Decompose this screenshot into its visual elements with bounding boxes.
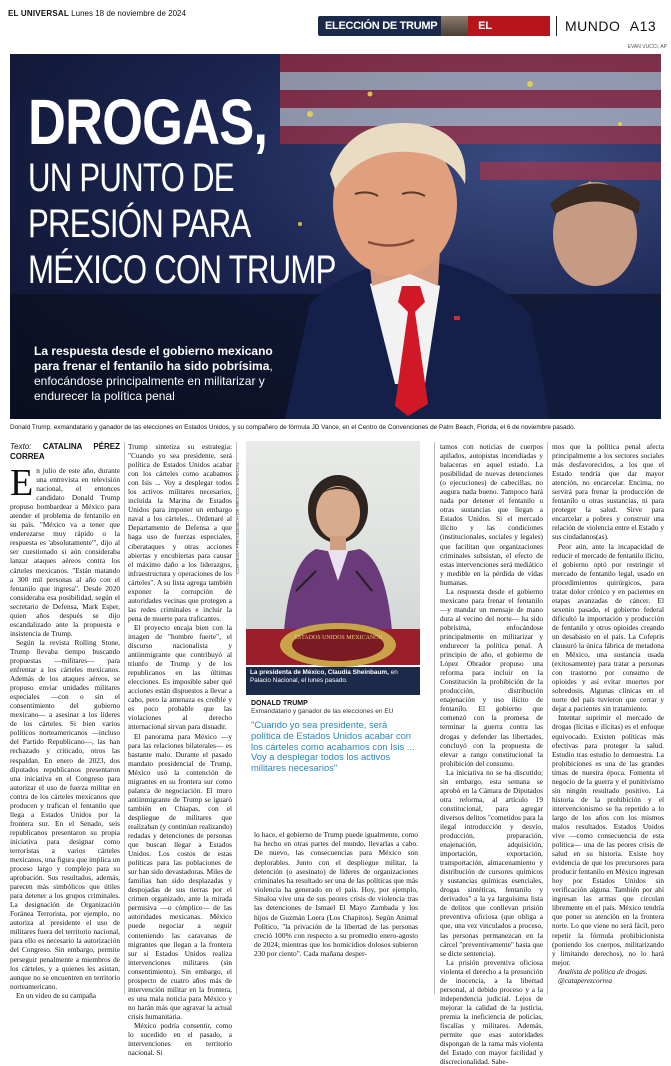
headline-line-4: MÉXICO CON TRUMP (28, 248, 336, 292)
quote-text: "Cuando yo sea presidente, será política de Estados Unidos acabar con los cárteles como acabamos con Isis ... Voy a desplegar todos los activos militares necesarios" (251, 719, 415, 774)
byline-label: Texto: (10, 442, 32, 451)
headline-line-1: DROGAS, (28, 86, 268, 158)
paragraph: La prisión preventiva oficiosa violenta el derecho a la presunción de inocencia, a la libertad personal, al debido proceso y a la independencia judicial. Lejos de mejorar la calidad de la justicia, premia la ineficiencia de policías, fiscalías y militares. Además, permite que esas autoridades dispongan de la rama más violenta del Estado con mayor facilidad y discrecionalidad. Sabe- (440, 957, 543, 1066)
column-rule (434, 442, 435, 994)
author-handle[interactable]: @cataperezcorrea (558, 975, 612, 985)
banner-part1: ELECCIÓN DE (325, 20, 397, 32)
paragraph: Intentar suprimir el mercado de drogas (lícitas e ilícitas) es el enfoque equivocado. Existen políticas más efectivas para proteger la salud. Estudio tras estudio lo demuestra. La prohibiciones es una de las grandes timas de nuestra época. Fomenta el negocio de la guerra y el punitivismo sin ningún resultado positivo. La historia de la prohibición y el intervencionismo se ha repetido a lo largo de los años con los mismos malos resultados. Estados Unidos vive —como consecuencia de esta política— una de las peores crisis de salud en su historia. Existe hoy evidencia de que los precursores para producir fentanilo en México ingresan hoy por Estados Unidos sin verificación alguna. También por ahí ingresan las armas que circulan libremente en el país. México tendría que poner su atención en la frontera norte. Lo que viene no será fácil, pero repetir la fórmula prohibicionista (poniendo los cuerpos, militarizando y limitando derechos), no lo hará mejor. (552, 713, 664, 967)
seal-text: ESTADOS UNIDOS MEXICANOS (294, 635, 382, 641)
paragraph: En un video de su campaña (16, 990, 97, 1000)
banner-portrait (441, 16, 468, 36)
headline-line-3: PRESIÓN PARA (28, 202, 251, 246)
byline-author: CATALINA PÉREZ CORREA (10, 442, 120, 461)
quote-speaker-role: Exmandatario y ganador de las elecciones en EU (251, 708, 394, 715)
section-label (556, 16, 668, 36)
paragraph: En julio de este año, durante una entrevista en televisión nacional, el entonces candidato Donald Trump propuso bombardear a México para atender el problema de fentanilo en su país. "México va a tener que enderezarse muy rápido o la respuesta es 'absolutamente'", dijo al ser cuestionado si aún consideraba lanzar ataques aéreos contra los cárteles mexicanos. "Están matando a 300 mil personas al año con el fentanilo que ingresa". Desde 2020 consideraba esa posibilidad, según el secretario de Defensa, Mark Esper, quien años después se dijo escandalizado ante la propuesta e insistencia de Trump. (10, 462, 120, 638)
paragraph: México podría consentir, como lo sucedido en el pasado, a intervenciones en territorio nacional. Si (128, 1021, 232, 1058)
byline (10, 442, 120, 462)
subheadline-rest: , enfocándose principalmente en militarizar y endurecer la política penal (34, 359, 273, 403)
banner-part2: TRUMP (399, 20, 438, 32)
author-signoff-title: Analista de política de drogas. (558, 966, 648, 976)
paragraph: La respuesta desde el gobierno mexicano para frenar el fentanilo —y mandar un mensaje de mano dura al vecino del norte— ha sido pobrísima, enfocándose principalmente en militarizar y endurecer la política penal. A principio de año, el gobierno de López Obrador propuso una reforma para incluir en la Constitución la prohibición de la producción, distribución enajenación y uso ilícito de fentanilo. El gobierno que comenzó con la promesa de terminar la guerra contra las drogas y defender las libertades, concluyó con la propuesta de elevar a rango constitucional la prohibición del consumo. (440, 586, 543, 768)
paragraph: La iniciativa no se ha discutido; sin embargo, esta semana se aprobó en la Cámara de Diputados otra reforma, al artículo 19 constitucional, para agregar diversos delitos "cometidos para la ilegal introducción y desvío, producción, preparación, enajenación, adquisición, importación, exportación, transportación, almacenamiento y distribución de cursores químicos y sustancias químicas esenciales, drogas sintéticas, fentanilo y derivados" a la ya larguísima lista de delitos que conllevan prisión preventiva oficiosa (que obliga a que, una vez vinculados a proceso, las personas permanezcan en la cárcel "preventivamente" hasta que se dicte sentencia). (440, 767, 543, 958)
inset-caption-rest: en Palacio Nacional, el lunes pasado. (250, 669, 398, 685)
inset-caption-bold: La presidenta de México, Claudia Sheinbaum, (250, 669, 389, 676)
sheinbaum-photo-art (246, 441, 420, 665)
hero-photo (10, 54, 661, 419)
issue-date: Lunes 18 de noviembre de 2024 (71, 9, 186, 18)
paper-name: EL UNIVERSAL (8, 9, 69, 18)
pull-quote (251, 700, 417, 774)
quote-speaker: DONALD TRUMP (251, 700, 308, 707)
paragraph: lo hace, el gobierno de Trump puede igualmente, como ha hecho en otras partes del mundo, llevarlas a cabo. De nuevo, las consecuencias para México son deplorables. Junto con el despliegue militar, la detención (o asesinato) de líderes de organizaciones criminales ha resultado ser una de las políticas que más violencia ha generado en el país. Hoy, por ejemplo, Sinaloa vive una de sus peores crisis de violencia tras las detenciones de Ismael El Mayo Zambada y los hijos de Guzmán Loera (Los Chapitos). Según Animal Político, "la privación de la libertad de las personas creció 100% con respecto a su promedio enero-agosto de 2024; mientras que los homicidios dolosos subieron 230 por ciento". Cada mañana desper- (254, 830, 418, 959)
paragraph: tamos con noticias de cuerpos apilados, autopistas incendiadas y balaceras en aquel estado. La posibilidad de nuevas detenciones (o ejecuciones) de cabecillas, no augura nada bueno. Tampoco hará nada por detener el fentanilo u otras sustancias que llegan a Estados Unidos. Si el mercado ilícito y las condiciones (institucionales, sociales y legales) que facilitan que organizaciones criminales subsistan, el efecto de estas intervenciones será mediático y medible en la pérdida de vidas humanas. (440, 442, 543, 587)
article-column-2 (128, 442, 232, 1058)
subheadline-bold: La respuesta desde el gobierno mexicano para frenar el fentanilo ha sido pobrísima (34, 344, 273, 373)
hero-caption: Donald Trump, exmandatario y ganador de las elecciones en Estados Unidos, y su compañero de fórmula JD Vance, en el Centro de Convenciones de Palm Beach, Florida, el 6 de noviembre pasado. (10, 424, 576, 431)
banner-impact: EL IMPACTO (468, 16, 550, 36)
section-banner (318, 16, 550, 52)
article-column-5 (552, 442, 664, 998)
banner-title (318, 20, 437, 32)
masthead (8, 9, 186, 18)
paragraph: Trump sintetiza su estrategia: "Cuando yo sea presidente, será política de Estados Unidos acabar con los cárteles como acabamos con Isis ... Voy a desplegar todos los activos militares necesarios, incluida la Marina de Estados Unidos para imponer un embargo naval a los cárteles... Ordenaré al Departamento de Defensa a que haga uso de fuerzas especiales, ciberataques y otras acciones abiertas y encubiertas para causar el máximo daño a los liderazgos, infraestructura y operaciones de los cárteles". A su lista agrega también exponer la corrupción de autoridades vecinas que protegen a las redes criminales e incluir la pena de muerte para traficantes. (128, 442, 232, 623)
page-number: A13 (629, 18, 657, 34)
inset-photo-caption (246, 667, 420, 695)
inset-photo-credit: CORTESÍA PRESIDENCIA DE MÉXICO. ESPECIAL (236, 461, 241, 574)
article-column-4 (440, 442, 543, 1066)
sheinbaum-photo (246, 441, 420, 665)
paragraph: El panorama para México —y para las relaciones bilaterales— es bastante malo. Durante el pasado mandato presidencial de Trump, México usó la contención de migrantes en su frontera sur como palanca de negociación. El muro antiinmigrante de Trump se iguaró también en Chiapas, con el despliegue de militares que realizaban (y continúan realizando) redadas y detenciones de personas que buscan llegar a Estados Unidos. Los costos de estas políticas para las poblaciones de sur han sido devastadoras. Miles de familias han sido desplazadas y despojadas de sus tierras por el crimen organizado, ante la mirada permisiva —o cómplice— de las autoridades mexicanas. México puede negociar a seguir conteniendo las caravanas de migrantes que llegan a la frontera sur si Estados Unidos realiza intervenciones militares (sin consentimiento). Sin embargo, el prospecto de cuatro años más de intervención militar en la frontera, es una mala noticia para México y no harán más que agravar la actual crisis humanitaria. (128, 731, 232, 1021)
paragraph: mos que la política penal afecta principalmente a los sectores sociales más desfavorecidos, a los que el Estado tendría que dar mayor atención, no encarcelar. Encima, no servirá para frenar la producción de fentanilo u otras sustancias, ni para proteger la salud. Sirve para encarcelar a pobres y construir una relación de violencia entre el Estado y sus ciudadanos(as). (552, 442, 664, 542)
headline (28, 86, 422, 292)
paragraph: El proyecto encaja bien con la imagen de "hombre fuerte", el discurso nacionalista y antiinmigrante que contribuyó al triunfo de Trump y de los republicanos en las últimas elecciones. Es imposible saber qué acciones están dispuestos a llevar a cabo, pero la amenaza es creíble y es poco probable que las violaciones al derecho internacional sirvan para disuadir. (128, 622, 232, 732)
drop-cap: E (10, 462, 34, 504)
column-rule (124, 442, 125, 994)
hero-photo-credit: EVAN VUCCI. AP (627, 44, 667, 50)
subheadline (34, 344, 274, 404)
paragraph: Según la revista Rolling Stone, Trump llevaba tiempo buscando propuestas —militares— para enfrentar a los cárteles mexicanos. Además de los ataques aéreos, se propuso enviar unidades militares especiales —con o sin el consentimiento del gobierno mexicano— a asesinar a los líderes de los cárteles. Si bien varios políticos norteamericanos —incluso del Partido Republicano—, las han rechazado y criticado, otros las respaldan. En enero de 2023, dos diputados republicanos presentaron una iniciativa en el Congreso para autorizar el uso de fuerza militar en contra de los cárteles mexicanos que producen y trafican el fentanilo que llega a Estados Unidos por la frontera sur. En el Senado, seis republicanos presentaron su propia iniciativa para designar como terroristas a varios cárteles mexicanos, una figura que implica un proceso largo y complejo para su aprobación. Sus resultados, además, parecen más simbólicos que útiles para detener a los grupos criminales. La designación de Organización Foránea Terrorista, por ejemplo, no autoriza al presidente el uso de militares fuera del territorio nacional, para ello es necesario la autorización del Congreso. Sin embargo, permite perseguir penalmente a miembros de los cárteles, y a quienes les asistan, aunque no se encuentren en territorio norteamericano. (10, 637, 120, 991)
section-name: MUNDO (565, 18, 621, 34)
article-column-1 (10, 442, 120, 998)
headline-line-2: UN PUNTO DE (28, 156, 234, 200)
paragraph: Peor aún, ante la incapacidad de reducir el mercado de fentanilo ilícito, el gobierno optó por restringir el mercado de fentanilo legal, usado en procedimientos quirúrgicos, para tratar dolor crónico y en pacientes en etapas avanzadas de cáncer. El sexenio pasado, el gobierno federal dificultó la importación y producción de fentanilo y otros opioides creando un desabasto en el país. La Cofepris clausuró la única fábrica de metadona en México, una sustancia usada (exitosamente) para tratar a personas con trastorno por consumo de opioides y así evitar muertes por sobredosis. Algunas clínicas en el norte del país tuvieron que cerrar y dejar a pacientes sin tratamiento. (552, 541, 664, 714)
column-rule (547, 442, 548, 994)
article-column-3 (254, 830, 418, 998)
